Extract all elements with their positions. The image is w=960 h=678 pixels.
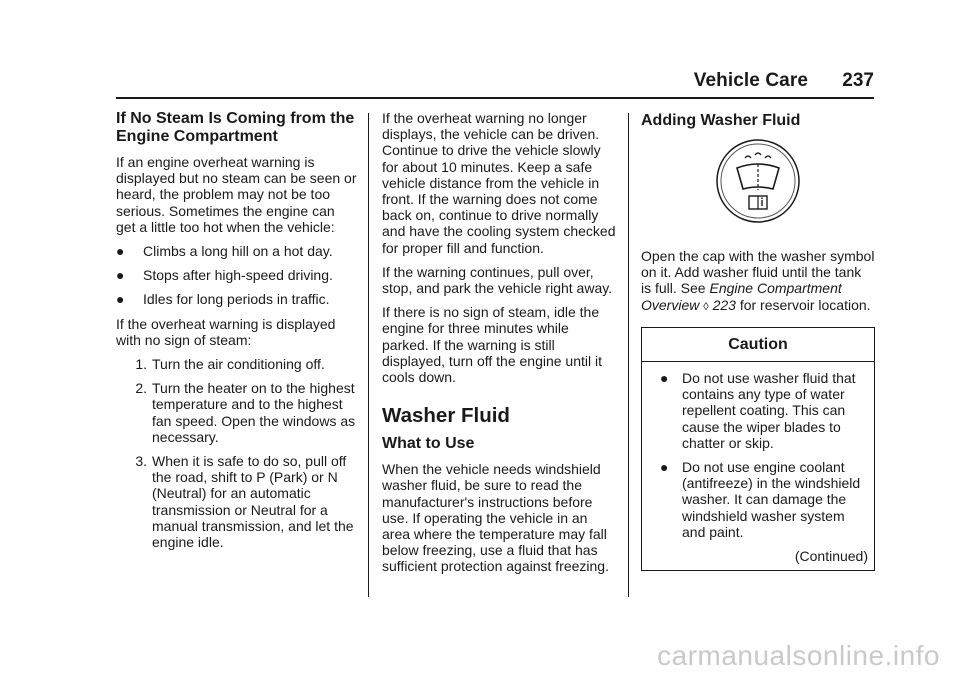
column-2 <box>382 110 618 583</box>
paragraph: When the vehicle needs windshield washer fluid, be sure to read the manufacturer's instructions before use. If operating the vehicle in an area where the temperature may fall below freezing, use a fluid that has sufficient protection against freezing. <box>382 461 609 575</box>
step-item <box>125 356 358 372</box>
list-item <box>116 267 358 283</box>
watermark: carmanualsonline.info <box>657 640 940 671</box>
column-3 <box>641 110 875 571</box>
adding-washer-fluid-heading: Adding Washer Fluid <box>641 112 801 129</box>
step-number: 1. <box>135 356 147 373</box>
header-divider <box>116 97 874 99</box>
section-title: Vehicle Care <box>693 70 808 91</box>
step-item <box>125 380 358 445</box>
caution-title: Caution <box>642 328 874 362</box>
caution-text: Do not use washer fluid that contains any type of water repellent coating. This can cause the wiper blades to chatter or skip. <box>682 370 856 451</box>
column-divider-1 <box>368 113 369 597</box>
list-item-text: Climbs a long hill on a hot day. <box>143 243 333 260</box>
caution-box <box>641 327 875 571</box>
page-number: 237 <box>842 70 874 91</box>
paragraph-text: for reservoir location. <box>735 296 871 313</box>
bullet-icon: ● <box>116 267 125 284</box>
bullet-icon: ● <box>660 459 669 476</box>
washer-fluid-cap-symbol-icon <box>715 138 801 224</box>
caution-item <box>652 459 868 540</box>
continued-label: (Continued) <box>794 548 868 565</box>
list-item-text: Stops after high-speed driving. <box>143 267 333 284</box>
symbol-figure <box>641 138 875 234</box>
paragraph: If an engine overheat warning is displayed but no steam can be seen or heard, the problem may not be too serious. Sometimes the engine can get a little too hot when the vehicle: <box>116 154 357 235</box>
list-item <box>116 291 358 307</box>
bullet-icon: ● <box>660 370 669 387</box>
no-steam-heading: If No Steam Is Coming from the Engine Compartment <box>116 110 355 145</box>
bullet-icon: ● <box>116 291 125 308</box>
page-header <box>0 68 874 98</box>
numbered-steps <box>116 356 358 550</box>
bullet-icon: ● <box>116 243 125 260</box>
step-number: 2. <box>135 380 147 397</box>
step-text: Turn the heater on to the highest temperature and to the highest fan speed. Open the windows as necessary. <box>152 380 356 445</box>
caution-item <box>652 370 868 451</box>
caution-text: Do not use engine coolant (antifreeze) in the windshield washer. It can damage the windshield washer system and paint. <box>682 459 861 540</box>
caution-body <box>642 362 874 570</box>
column-1 <box>116 110 358 558</box>
step-number: 3. <box>135 453 147 470</box>
washer-fluid-heading: Washer Fluid <box>382 404 510 428</box>
paragraph: If the warning continues, pull over, stop, and park the vehicle right away. <box>382 263 613 297</box>
step-text: Turn the air conditioning off. <box>152 356 325 373</box>
paragraph: If the overheat warning no longer displays, the vehicle can be driven. Continue to drive the vehicle slowly for about 10 minutes. Keep a safe vehicle distance from the vehicle in front. If the warning does not come back on, continue to drive normally and have the cooling system checked for proper fill and function. <box>382 110 616 256</box>
step-item <box>125 453 358 550</box>
paragraph: If the overheat warning is displayed with no sign of steam: <box>116 315 336 348</box>
list-item-text: Idles for long periods in traffic. <box>143 291 330 308</box>
paragraph <box>641 248 875 315</box>
step-text: When it is safe to do so, pull off the road, shift to P (Park) or N (Neutral) for an automatic transmission or Neutral for a manual transmission, and let the engine idle. <box>152 453 354 551</box>
cross-reference-link[interactable]: Engine Compartment Overview <box>641 280 842 313</box>
page-reference-icon: ◊ <box>703 300 709 313</box>
what-to-use-heading: What to Use <box>382 435 475 453</box>
column-divider-2 <box>628 113 629 597</box>
paragraph: If there is no sign of steam, idle the engine for three minutes while parked. If the warning is still displayed, turn off the engine until it cools down. <box>382 304 603 386</box>
list-item <box>116 243 358 259</box>
paragraph-text: Open the cap with the washer symbol on it. Add washer fluid until the tank is full. See <box>641 248 875 297</box>
page-reference[interactable]: 223 <box>712 296 736 313</box>
